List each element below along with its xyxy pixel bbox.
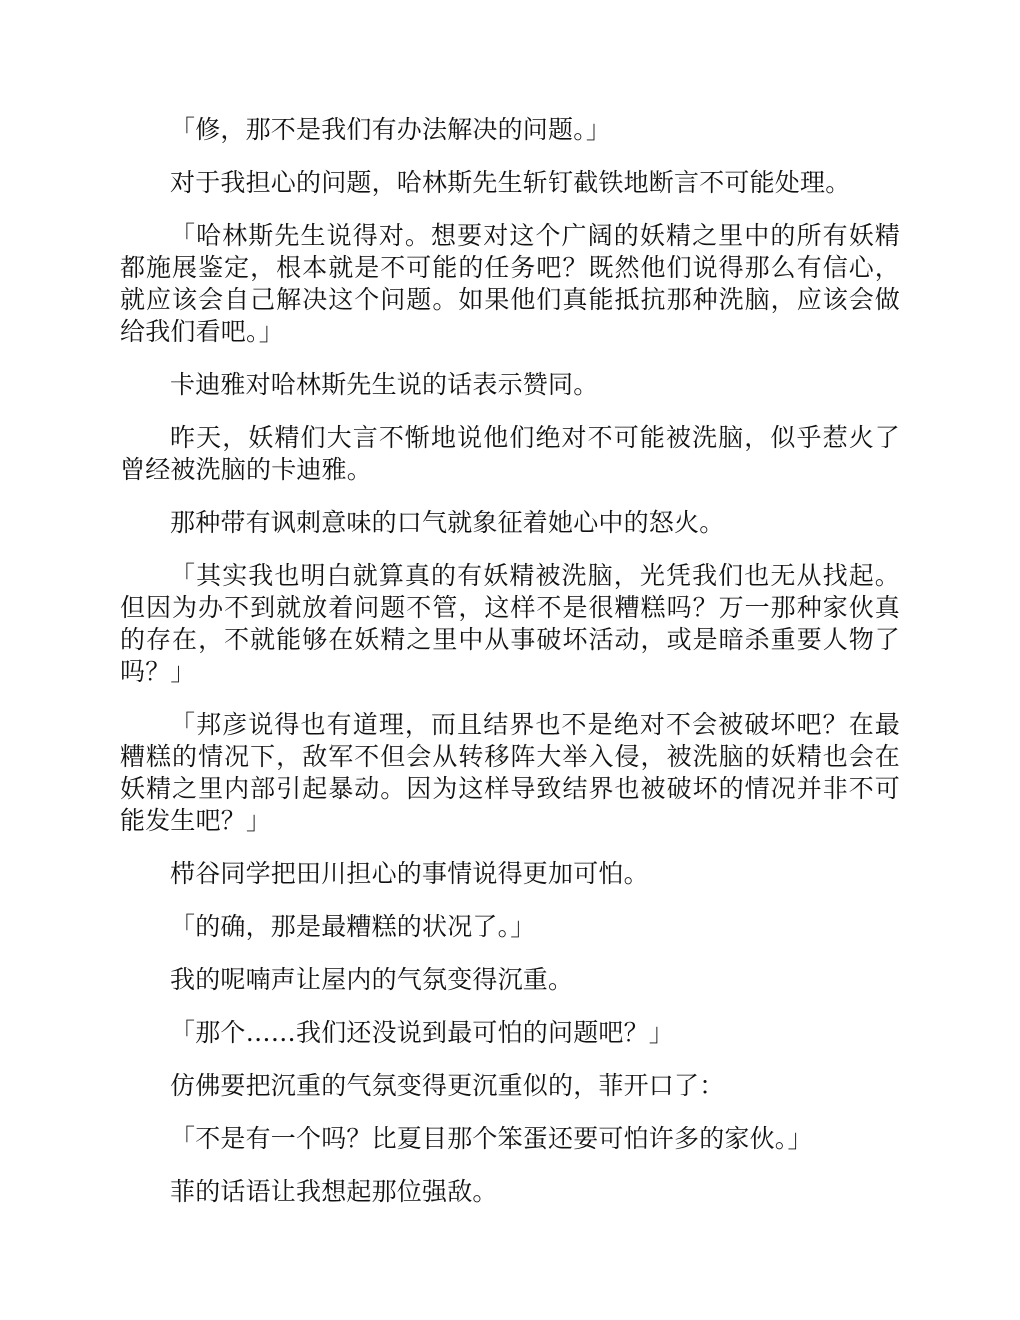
paragraph: 「那个……我们还没说到最可怕的问题吧？」 [170, 1018, 675, 1047]
paragraph: 我的呢喃声让屋内的气氛变得沉重。 [170, 965, 574, 994]
paragraph: 卡迪雅对哈林斯先生说的话表示赞同。 [170, 370, 599, 399]
body-text [120, 114, 900, 1229]
paragraph: 「邦彦说得也有道理，而且结界也不是绝对不会被破坏吧？在最糟糕的情况下，敌军不但会从转移阵大举入侵，被洗脑的妖精也会在妖精之里内部引起暴动。因为这样导致结界也被破坏的情况并非不可能发生吧？」 [120, 710, 900, 835]
paragraph: 「哈林斯先生说得对。想要对这个广阔的妖精之里中的所有妖精都施展鉴定，根本就是不可能的任务吧？既然他们说得那么有信心，就应该会自己解决这个问题。如果他们真能抵抗那种洗脑，应该会做给我们看吧。」 [120, 221, 900, 346]
paragraph: 「不是有一个吗？比夏目那个笨蛋还要可怕许多的家伙。」 [170, 1124, 813, 1153]
paragraph: 那种带有讽刺意味的口气就象征着她心中的怒火。 [170, 508, 725, 537]
paragraph: 栉谷同学把田川担心的事情说得更加可怕。 [170, 859, 649, 888]
paragraph: 菲的话语让我想起那位强敌。 [170, 1177, 498, 1206]
paragraph: 「修，那不是我们有办法解决的问题。」 [170, 115, 612, 144]
paragraph: 对于我担心的问题，哈林斯先生斩钉截铁地断言不可能处理。 [170, 168, 851, 197]
paragraph: 「其实我也明白就算真的有妖精被洗脑，光凭我们也无从找起。但因为办不到就放着问题不管，这样不是很糟糕吗？万一那种家伙真的存在，不就能够在妖精之里中从事破坏活动，或是暗杀重要人物了吗？」 [120, 561, 900, 686]
paragraph: 仿佛要把沉重的气氛变得更沉重似的，菲开口了： [170, 1071, 725, 1100]
paragraph: 昨天，妖精们大言不惭地说他们绝对不可能被洗脑，似乎惹火了曾经被洗脑的卡迪雅。 [120, 423, 900, 484]
paragraph: 「的确，那是最糟糕的状况了。」 [170, 912, 536, 941]
